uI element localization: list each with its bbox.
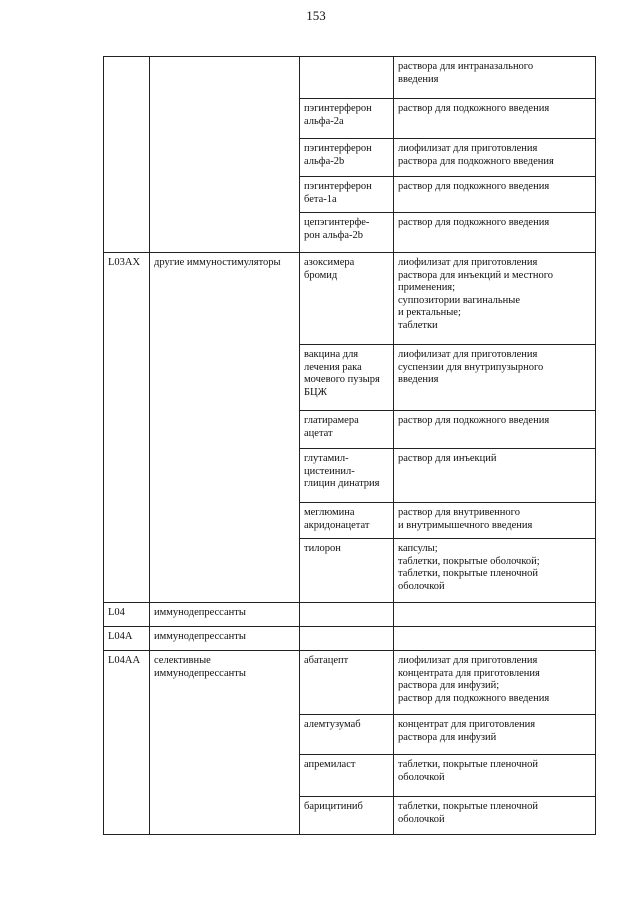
drug-cell: глатирамера ацетат [300,411,394,449]
drug-cell: азоксимера бромид [300,253,394,345]
drug-cell: меглюмина акридонацетат [300,503,394,539]
drug-cell: тилорон [300,539,394,603]
dosage-form-cell [394,603,596,627]
group-cell: иммунодепрессанты [150,603,300,627]
drug-cell: цепэгинтерфе- рон альфа-2b [300,213,394,253]
table-row [104,57,596,99]
atc-code-cell: L04AA [104,651,150,835]
drug-cell [300,603,394,627]
drug-cell: пэгинтерферон альфа-2b [300,139,394,177]
dosage-form-cell: таблетки, покрытые пленочной оболочкой [394,797,596,835]
drug-cell: абатацепт [300,651,394,715]
table-row [104,627,596,651]
page-number: 153 [306,8,326,23]
drug-cell: пэгинтерферон альфа-2a [300,99,394,139]
dosage-form-cell: лиофилизат для приготовления раствора для подкожного введения [394,139,596,177]
group-cell: другие иммуностимуляторы [150,253,300,603]
atc-code-cell: L04A [104,627,150,651]
dosage-form-cell: раствор для подкожного введения [394,213,596,253]
group-cell [150,57,300,253]
drug-table [103,56,596,835]
dosage-form-cell: раствор для инъекций [394,449,596,503]
dosage-form-cell: таблетки, покрытые пленочной оболочкой [394,755,596,797]
group-cell: селективные иммунодепрессанты [150,651,300,835]
dosage-form-cell: концентрат для приготовления раствора для инфузий [394,715,596,755]
table-row [104,651,596,715]
drug-cell: вакцина для лечения рака мочевого пузыря БЦЖ [300,345,394,411]
dosage-form-cell: капсулы; таблетки, покрытые оболочкой; таблетки, покрытые пленочной оболочкой [394,539,596,603]
atc-code-cell: L04 [104,603,150,627]
dosage-form-cell: раствор для подкожного введения [394,411,596,449]
atc-code-cell [104,57,150,253]
drug-cell: пэгинтерферон бета-1a [300,177,394,213]
drug-cell: апремиласт [300,755,394,797]
drug-cell [300,57,394,99]
table-row [104,253,596,345]
group-cell: иммунодепрессанты [150,627,300,651]
drug-cell: глутамил- цистеинил- глицин динатрия [300,449,394,503]
dosage-form-cell: раствора для интраназального введения [394,57,596,99]
dosage-form-cell: раствор для подкожного введения [394,177,596,213]
drug-cell: барицитиниб [300,797,394,835]
dosage-form-cell: лиофилизат для приготовления раствора для инъекций и местного применения; суппозитории вагинальные и ректальные; таблетки [394,253,596,345]
table-row [104,603,596,627]
drug-cell [300,627,394,651]
drug-cell: алемтузумаб [300,715,394,755]
dosage-form-cell: раствор для внутривенного и внутримышечного введения [394,503,596,539]
dosage-form-cell [394,627,596,651]
dosage-form-cell: раствор для подкожного введения [394,99,596,139]
atc-code-cell: L03AX [104,253,150,603]
dosage-form-cell: лиофилизат для приготовления концентрата для приготовления раствора для инфузий; раствор для подкожного введения [394,651,596,715]
dosage-form-cell: лиофилизат для приготовления суспензии для внутрипузырного введения [394,345,596,411]
